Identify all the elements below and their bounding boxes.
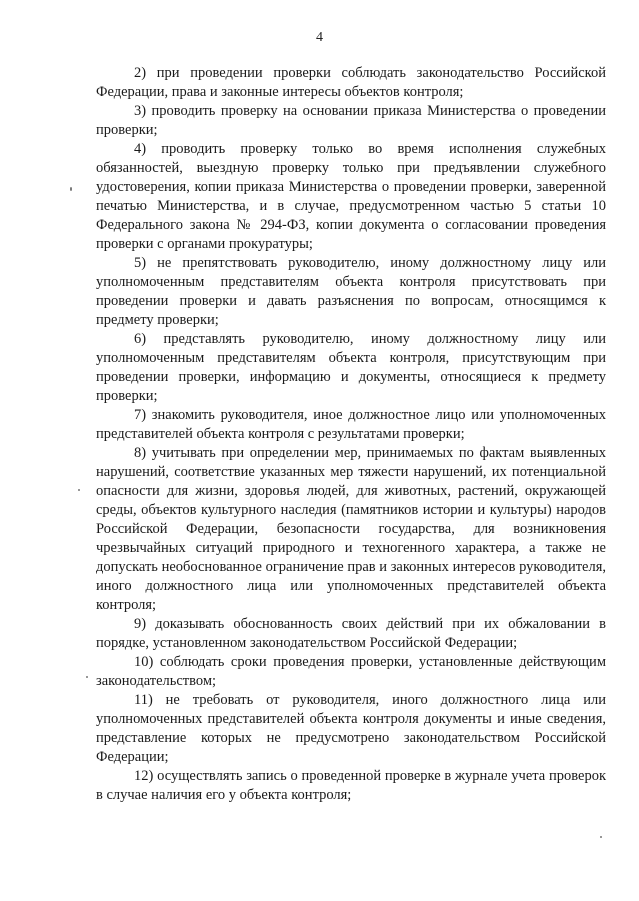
paragraph-item-10: 10) соблюдать сроки проведения проверки, установленные действующим законодательством; xyxy=(96,654,606,689)
scan-speck xyxy=(86,676,88,678)
paragraph-item-3: 3) проводить проверку на основании приказа Министерства о проведении проверки; xyxy=(96,103,606,138)
scan-speck xyxy=(600,836,602,838)
paragraph-item-12: 12) осуществлять запись о проведенной проверке в журнале учета проверок в случае наличия его у объекта контроля; xyxy=(96,768,606,803)
paragraph-item-2: 2) при проведении проверки соблюдать законодательство Российской Федерации, права и законные интересы объектов контроля; xyxy=(96,65,606,100)
paragraph-item-7: 7) знакомить руководителя, иное должностное лицо или уполномоченных представителей объекта контроля с результатами проверки; xyxy=(96,407,606,442)
document-body xyxy=(96,64,606,805)
paragraph-item-11: 11) не требовать от руководителя, иного должностного лица или уполномоченных представителей объекта контроля документы и иные сведения, представление которых не предусмотрено законодательством Российской Федерации; xyxy=(96,692,606,765)
paragraph-item-5: 5) не препятствовать руководителю, иному должностному лицу или уполномоченным представителям объекта контроля присутствовать при проведении проверки и давать разъяснения по вопросам, относящимся к предмету проверки; xyxy=(96,255,606,328)
scan-speck xyxy=(70,187,72,191)
paragraph-item-6: 6) представлять руководителю, иному должностному лицу или уполномоченным представителям объекта контроля, присутствующим при проведении проверки, информацию и документы, относящиеся к предмету проверки; xyxy=(96,331,606,404)
page-number: 4 xyxy=(316,30,323,45)
paragraph-item-9: 9) доказывать обоснованность своих действий при их обжаловании в порядке, установленном законодательством Российской Федерации; xyxy=(96,616,606,651)
paragraph-item-8: 8) учитывать при определении мер, принимаемых по фактам выявленных нарушений, соответствие указанных мер тяжести нарушений, их потенциальной опасности для жизни, здоровья людей, для животных, растений, окружающей среды, объектов культурного наследия (памятников истории и культуры) народов Российской Федерации, безопасности государства, для возникновения чрезвычайных ситуаций природного и техногенного характера, а также не допускать необоснованное ограничение прав и законных интересов руководителя, иного должностного лица или уполномоченных представителей объекта контроля; xyxy=(96,445,606,613)
scan-speck xyxy=(78,489,80,491)
paragraph-item-4: 4) проводить проверку только во время исполнения служебных обязанностей, выездную проверку только при предъявлении служебного удостоверения, копии приказа Министерства о проведении проверки, заверенной печатью Министерства, и в случае, предусмотренном частью 5 статьи 10 Федерального закона № 294-ФЗ, копии документа о согласовании проведения проверки с органами прокуратуры; xyxy=(96,141,606,252)
